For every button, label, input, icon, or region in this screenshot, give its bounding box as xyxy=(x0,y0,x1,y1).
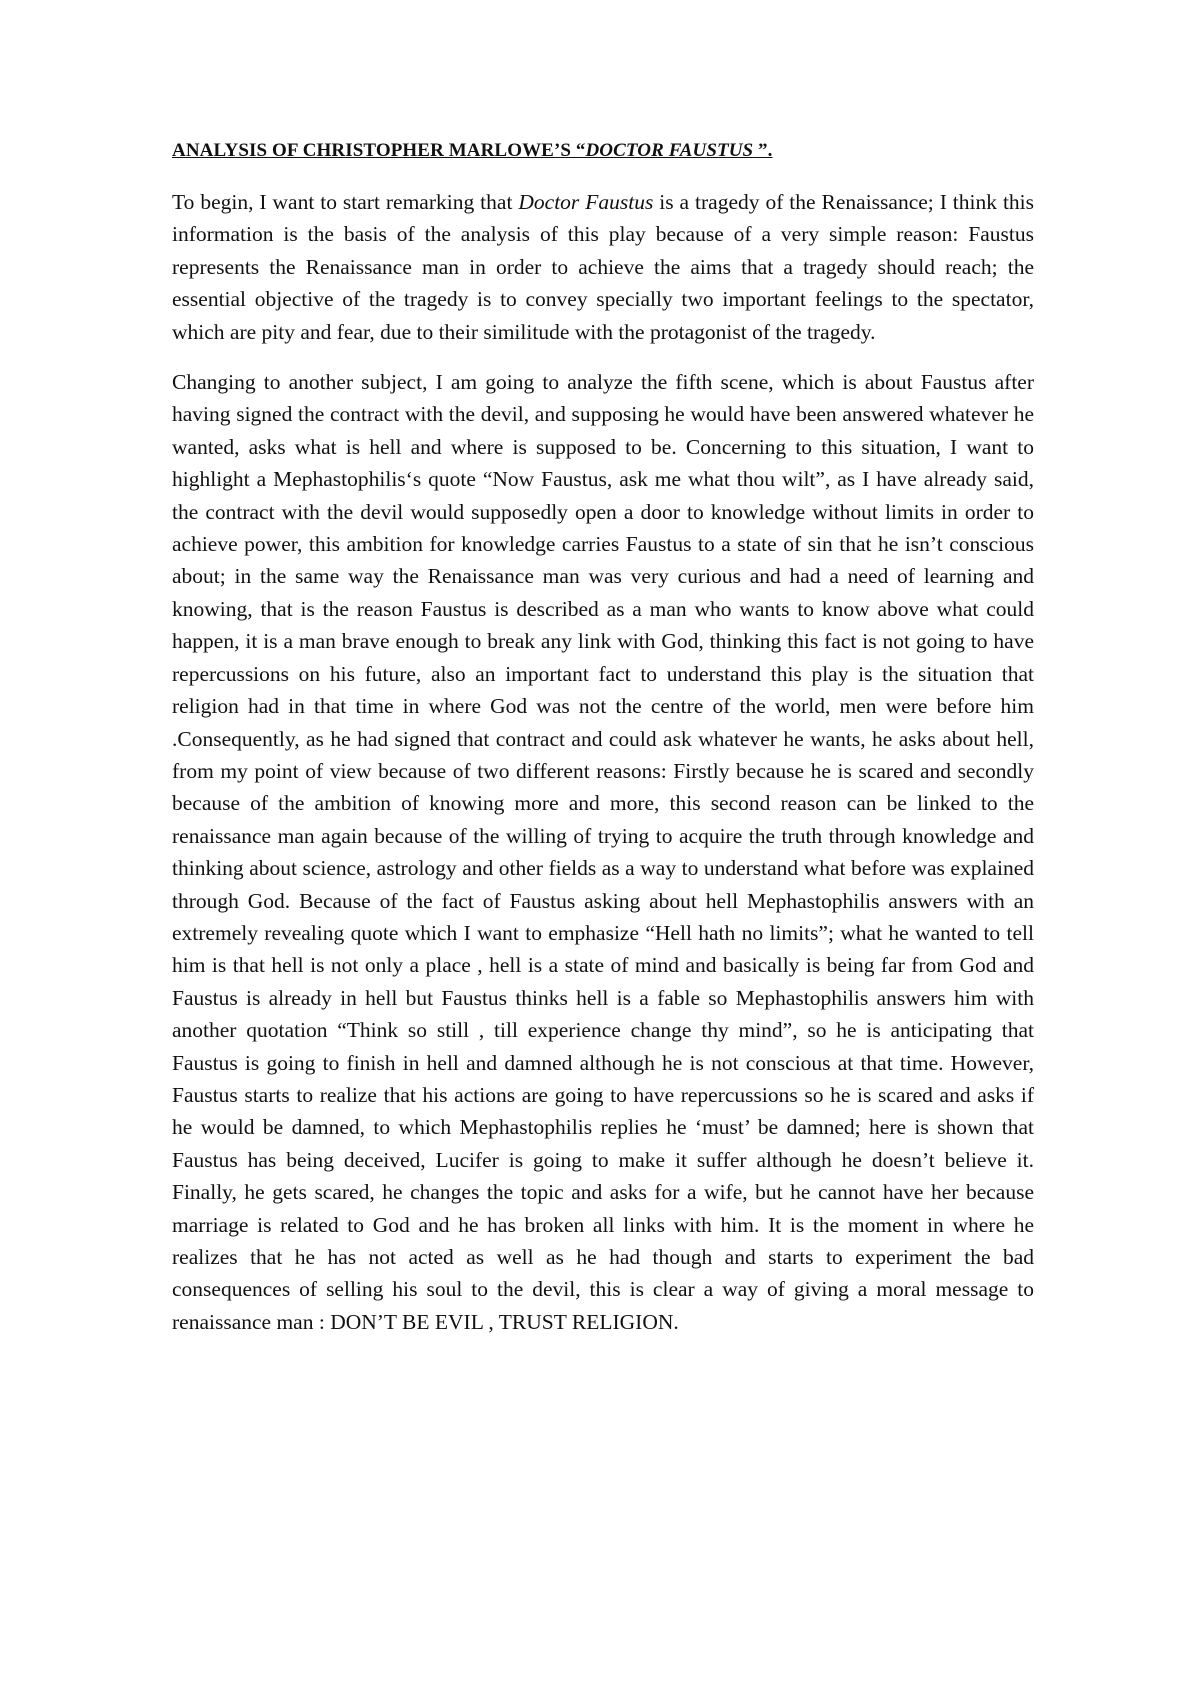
document-body xyxy=(172,140,1034,1356)
title-italic-play-name: DOCTOR FAUSTUS xyxy=(585,140,754,161)
title-prefix: ANALYSIS OF CHRISTOPHER MARLOWE’S “ xyxy=(172,140,586,161)
paragraph-scene-analysis: Changing to another subject, I am going to analyze the fifth scene, which is about Faustus after having signed the contract with the devil, and supposing he would have been answered whatever he wanted, asks what is hell and where is supposed to be. Concerning to this situation, I want to highlight a Mephastophilis‘s quote “Now Faustus, ask me what thou wilt”, as I have already said, the contract with the devil would supposedly open a door to knowledge without limits in order to achieve power, this ambition for knowledge carries Faustus to a state of sin that he isn’t conscious about; in the same way the Renaissance man was very curious and had a need of learning and knowing, that is the reason Faustus is described as a man who wants to know above what could happen, it is a man brave enough to break any link with God, thinking this fact is not going to have repercussions on his future, also an important fact to understand this play is the situation that religion had in that time in where God was not the centre of the world, men were before him .Consequently, as he had signed that contract and could ask whatever he wants, he asks about hell, from my point of view because of two different reasons: Firstly because he is scared and secondly because of the ambition of knowing more and more, this second reason can be linked to the renaissance man again because of the willing of trying to acquire the truth through knowledge and thinking about science, astrology and other fields as a way to understand what before was explained through God. Because of the fact of Faustus asking about hell Mephastophilis answers with an extremely revealing quote which I want to emphasize “Hell hath no limits”; what he wanted to tell him is that hell is not only a place , hell is a state of mind and basically is being far from God and Faustus is already in hell but Faustus thinks hell is a fable so Mephastophilis answers him with another quotation “Think so still , till experience change thy mind”, so he is anticipating that Faustus is going to finish in hell and damned although he is not conscious at that time. However, Faustus starts to realize that his actions are going to have repercussions so he is scared and asks if he would be damned, to which Mephastophilis replies he ‘must’ be damned; here is shown that Faustus has being deceived, Lucifer is going to make it suffer although he doesn’t believe it. Finally, he gets scared, he changes the topic and asks for a wife, but he cannot have her because marriage is related to God and he has broken all links with him. It is the moment in where he realizes that he has not acted as well as he had though and starts to experiment the bad consequences of selling his soul to the devil, this is clear a way of giving a moral message to renaissance man : DON’T BE EVIL , TRUST RELIGION. xyxy=(172,370,1034,1334)
paragraph-1-prefix: To begin, I want to start remarking that xyxy=(172,190,519,214)
document-title xyxy=(172,140,1034,162)
title-suffix: ”. xyxy=(753,140,773,161)
paragraph-1-suffix: is a tragedy of the Renaissance; I think this information is the basis of the analysis of this play because of a very simple reason: Faustus represents the Renaissance man in order to achieve the aims that a tragedy should reach; the essential objective of the tragedy is to convey specially two important feelings to the spectator, which are pity and fear, due to their similitude with the protagonist of the tragedy. xyxy=(172,190,1035,344)
paragraph-1-italic-play-name: Doctor Faustus xyxy=(518,190,654,214)
paragraph-introduction xyxy=(172,186,1034,348)
